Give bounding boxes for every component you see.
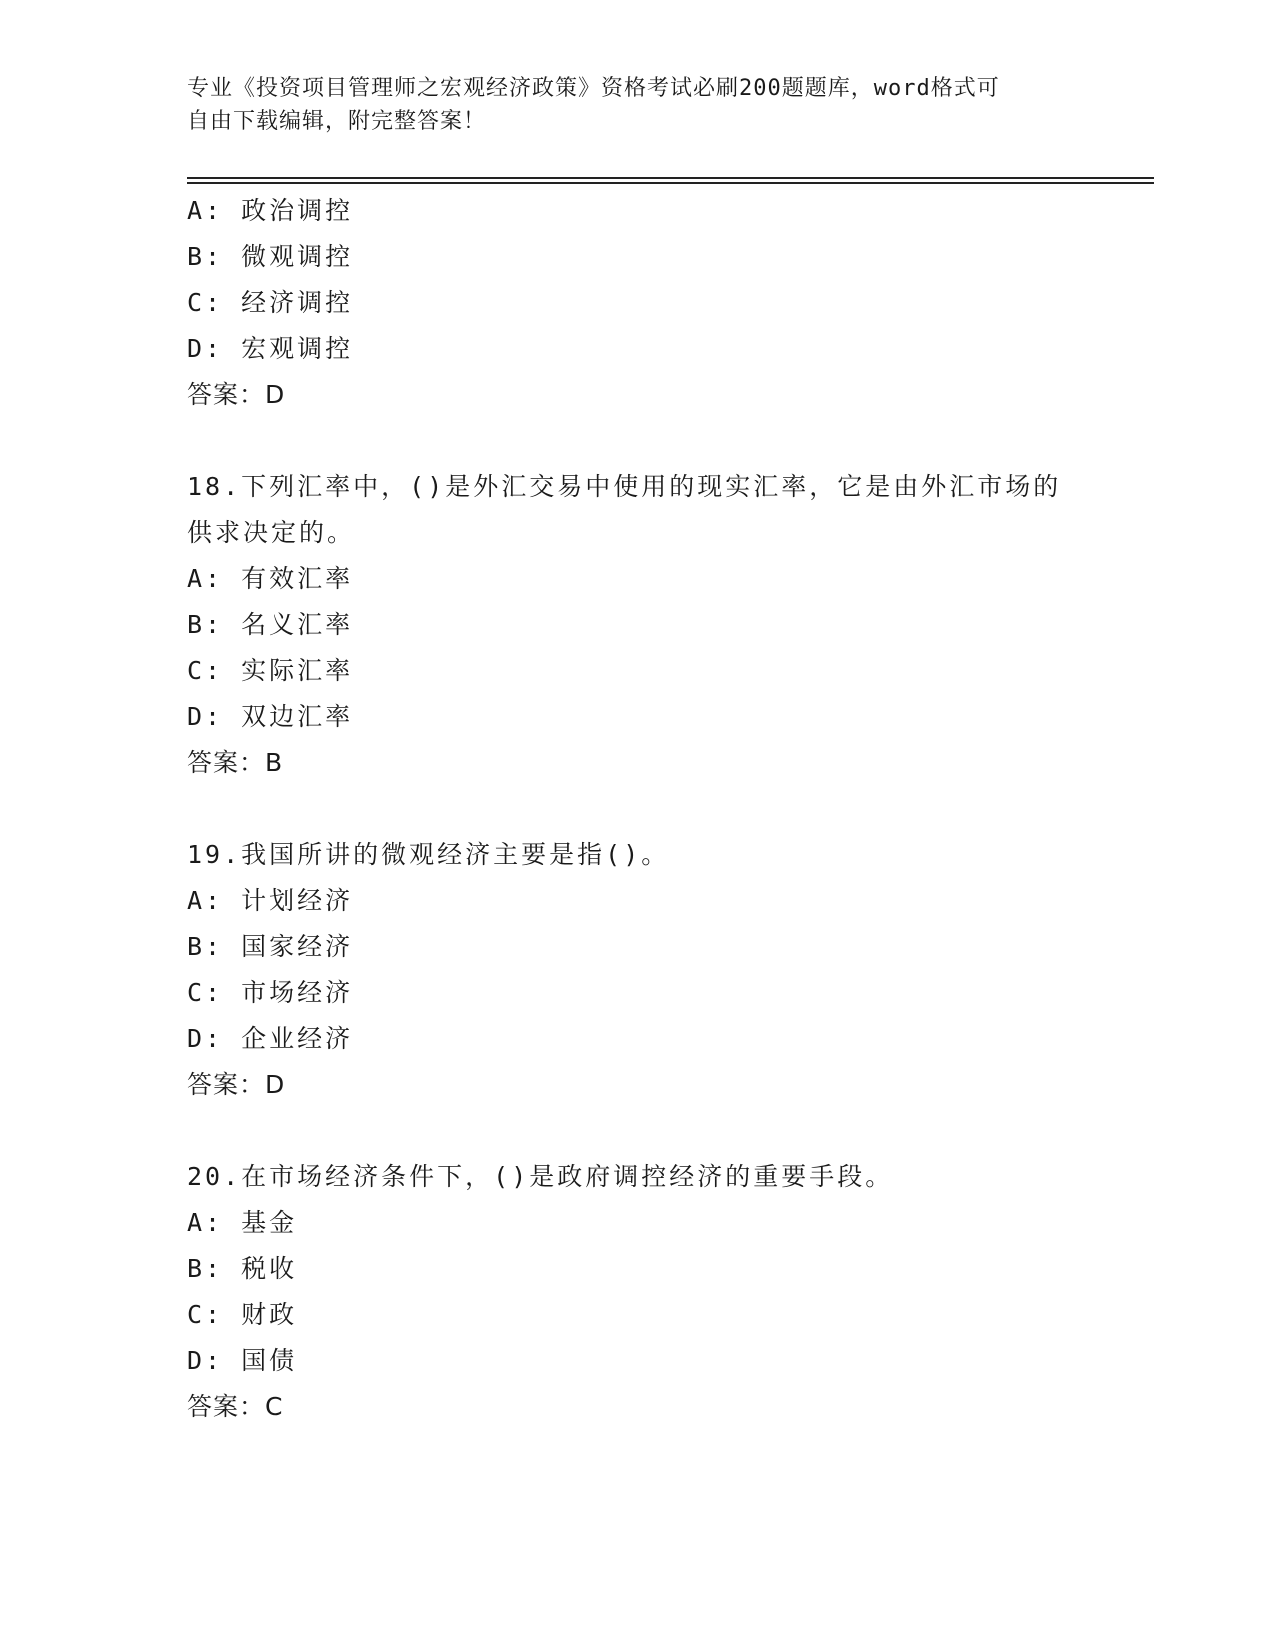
spacer	[187, 418, 1087, 464]
option-a: A: 基金	[187, 1208, 298, 1237]
option-d: D: 企业经济	[187, 1024, 354, 1053]
question-17-block	[187, 188, 1087, 418]
option-b: B: 微观调控	[187, 242, 354, 271]
option-c: C: 经济调控	[187, 288, 354, 317]
answer-line: 答案：D	[187, 380, 286, 409]
question-stem-continued: 供求决定的。	[187, 518, 356, 547]
option-b: B: 税收	[187, 1254, 298, 1283]
option-d: D: 双边汇率	[187, 702, 354, 731]
answer-line: 答案：C	[187, 1392, 284, 1421]
question-20-block	[187, 1154, 1087, 1430]
question-stem: 19.我国所讲的微观经济主要是指()。	[187, 840, 670, 869]
answer-line: 答案：D	[187, 1070, 286, 1099]
document-header	[187, 72, 1087, 138]
option-a: A: 政治调控	[187, 196, 354, 225]
question-list	[187, 188, 1087, 1430]
answer-line: 答案：B	[187, 748, 284, 777]
option-c: C: 实际汇率	[187, 656, 354, 685]
option-c: C: 市场经济	[187, 978, 354, 1007]
option-a: A: 有效汇率	[187, 564, 354, 593]
option-a: A: 计划经济	[187, 886, 354, 915]
header-line-1: 专业《投资项目管理师之宏观经济政策》资格考试必刷200题题库，word格式可	[187, 76, 1000, 101]
header-line-2: 自由下载编辑，附完整答案！	[187, 109, 487, 134]
question-stem: 20.在市场经济条件下，()是政府调控经济的重要手段。	[187, 1162, 894, 1191]
header-divider-bottom	[187, 182, 1154, 184]
option-d: D: 国债	[187, 1346, 298, 1375]
option-d: D: 宏观调控	[187, 334, 354, 363]
question-19-block	[187, 832, 1087, 1108]
spacer	[187, 1108, 1087, 1154]
option-b: B: 国家经济	[187, 932, 354, 961]
header-divider-top	[187, 177, 1154, 179]
question-18-block	[187, 464, 1087, 786]
spacer	[187, 786, 1087, 832]
option-b: B: 名义汇率	[187, 610, 354, 639]
option-c: C: 财政	[187, 1300, 298, 1329]
question-stem: 18.下列汇率中，()是外汇交易中使用的现实汇率，它是由外汇市场的	[187, 472, 1062, 501]
